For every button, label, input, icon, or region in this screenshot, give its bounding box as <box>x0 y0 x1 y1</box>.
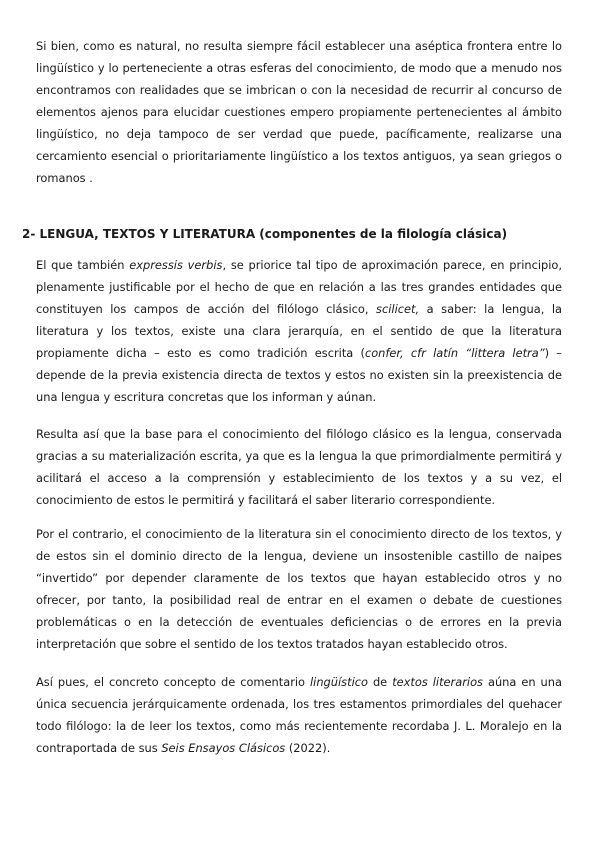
section-heading: 2- LENGUA, TEXTOS Y LITERATURA (componentes de la filología clásica) <box>22 227 508 241</box>
text-run: , se priorice tal tipo de aproximación parece, en principio, plenamente justificable por el hecho de que en relación a las tres grandes entidades que constituyen los campos de acción del filólogo clásico, <box>36 258 562 316</box>
paragraph-contrary: Por el contrario, el conocimiento de la literatura sin el conocimiento directo de los textos, y de estos sin el dominio directo de la lengua, deviene un insostenible castillo de naipes “invertido” por depender claramente de los textos que hayan establecido otros y no ofrecer, por tanto, la posibilidad real de entrar en el examen o debate de cuestiones problemáticas o en la detección de eventuales deficiencias o de errores en la previa interpretación que sobre el sentido de los textos tratados hayan establecido otros. <box>36 527 562 651</box>
paragraph-language-base: Resulta así que la base para el conocimiento del filólogo clásico es la lengua, conservada gracias a su materialización escrita, ya que es la lengua la que primordialmente permitirá y acilitará el acceso a la comprensión y establecimiento de los textos y a su vez, el conocimiento de estos le permitirá y facilitará el saber literario correspondiente. <box>36 427 562 507</box>
text-run: ) – depende de la previa existencia directa de textos y estos no existen sin la preexistencia de una lengua y escritura concretas que los informan y aúnan. <box>36 346 563 404</box>
italic-run: textos literarios <box>392 675 483 689</box>
italic-run: lingüístico <box>310 675 368 689</box>
paragraph-hierarchy <box>36 254 562 408</box>
text-run: El que también <box>36 258 130 272</box>
paragraph-intro: Si bien, como es natural, no resulta siempre fácil establecer una aséptica frontera entre lo lingüístico y lo perteneciente a otras esferas del conocimiento, de modo que a menudo nos encontramos con realidades que se imbrican o con la necesidad de recurrir al concurso de elementos ajenos para elucidar cuestiones empero propiamente pertenecientes al ámbito lingüístico, no deja tampoco de ser verdad que puede, pacíficamente, realizarse una cercamiento esencial o prioritariamente lingüístico a los textos antiguos, ya sean griegos o romanos . <box>36 39 562 185</box>
italic-run: scilicet, <box>376 302 420 316</box>
italic-run: Seis Ensayos Clásicos <box>161 741 286 755</box>
text-run: (2022). <box>285 741 331 755</box>
text-run: aúna en una única secuencia jerárquicamente ordenada, los tres estamentos primordiales del quehacer todo filólogo: la de leer los textos, como más recientemente recordaba J. L. Moralejo en la contraportada de sus <box>36 675 562 755</box>
italic-run: expressis verbis <box>129 258 223 272</box>
paragraph-conclusion <box>36 671 562 759</box>
text-run: de <box>367 675 393 689</box>
italic-run: confer, cfr latín “littera letra” <box>364 346 545 360</box>
text-run: a saber: la lengua, la literatura y los textos, existe una clara jerarquía, en el sentido de que la literatura propiamente dicha – esto es como tradición escrita ( <box>36 302 562 360</box>
text-run: Así pues, el concreto concepto de comentario <box>36 675 310 689</box>
